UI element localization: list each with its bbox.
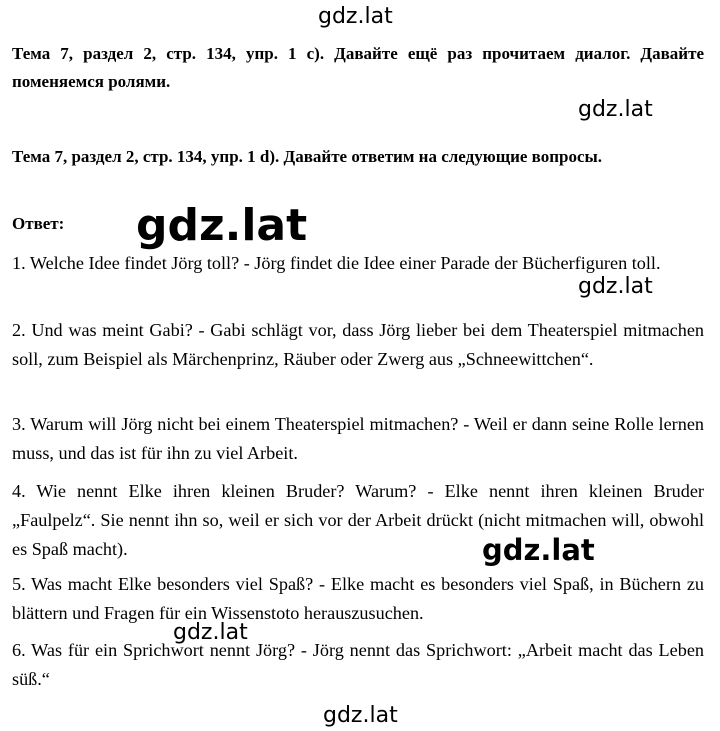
answer-item-4: 4. Wie nennt Elke ihren kleinen Bruder? Warum? - Elke nennt ihren kleinen Bruder „Faulpelz“. Sie nennt ihn so, weil er sich vor der Arbeit drückt (nicht mitmachen will, obwohl es Spaß macht). [12,481,704,559]
answer-item-3: 3. Warum will Jörg nicht bei einem Theaterspiel mitmachen? - Weil er dann seine Rolle lernen muss, und das ist für ihn zu viel Arbeit. [12,414,704,463]
watermark-left: gdz.lat [173,620,248,645]
watermark-large: gdz.lat [136,200,308,251]
answer-item-5: 5. Was macht Elke besonders viel Spaß? - Elke macht es besonders viel Spaß, in Büchern zu blättern und Fragen für ein Wissenstoto herauszusuchen. [12,574,704,623]
watermark-right-1: gdz.lat [578,97,653,122]
answer-item-2: 2. Und was meint Gabi? - Gabi schlägt vor, dass Jörg lieber bei dem Theaterspiel mitmachen soll, zum Beispiel als Märchenprinz, Räuber oder Zwerg aus „Schneewittchen“. [12,320,704,369]
exercise-d-heading: Тема 7, раздел 2, стр. 134, упр. 1 d). Давайте ответим на следующие вопросы. [12,147,603,166]
watermark-top: gdz.lat [318,4,393,29]
watermark-medium: gdz.lat [482,533,595,567]
exercise-c-heading: Тема 7, раздел 2, стр. 134, упр. 1 c). Давайте ещё раз прочитаем диалог. Давайте поменяемся ролями. [12,44,704,91]
watermark-bottom: gdz.lat [323,703,398,728]
watermark-right-2: gdz.lat [578,274,653,299]
answer-item-6: 6. Was für ein Sprichwort nennt Jörg? - Jörg nennt das Sprichwort: „Arbeit macht das Leben süß.“ [12,640,704,689]
answer-item-1: 1. Welche Idee findet Jörg toll? - Jörg findet die Idee einer Parade der Bücherfiguren toll. [12,253,661,273]
answer-label: Ответ: [12,214,65,233]
